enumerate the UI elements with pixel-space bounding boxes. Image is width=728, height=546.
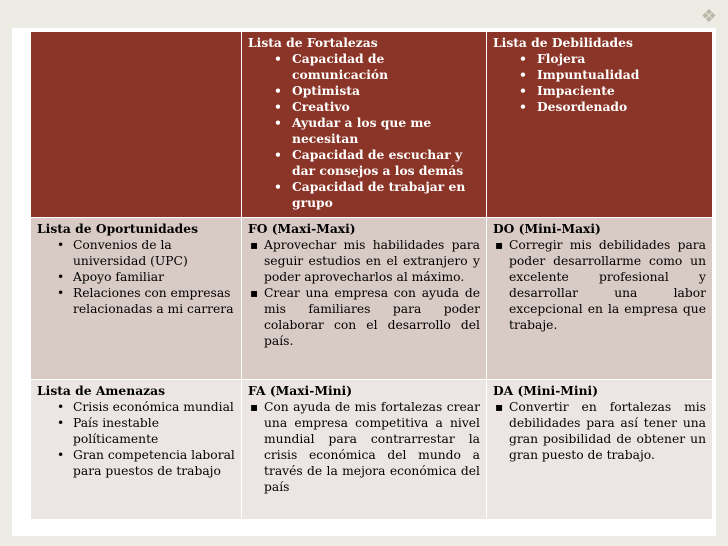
fo-cell xyxy=(242,218,487,380)
swot-table xyxy=(30,31,713,520)
da-list xyxy=(493,399,706,463)
debilidades-list xyxy=(493,51,706,115)
da-title: DA (Mini-Mini) xyxy=(493,383,599,398)
oportunidades-title: Lista de Oportunidades xyxy=(37,221,199,236)
amenazas-cell xyxy=(31,380,242,520)
fortalezas-cell xyxy=(242,32,487,218)
list-item: • Crisis económica mundial xyxy=(73,399,235,415)
fo-list xyxy=(248,237,480,349)
header-row xyxy=(31,32,713,218)
do-list xyxy=(493,237,706,333)
da-cell xyxy=(487,380,713,520)
list-item: • Ayudar a los que me necesitan xyxy=(292,115,480,147)
list-item: • Impaciente xyxy=(537,83,706,99)
list-item: • Creativo xyxy=(292,99,480,115)
oportunidades-cell xyxy=(31,218,242,380)
list-item: ▪ Aprovechar mis habilidades para seguir estudios en el extranjero y poder aprovecharlos al máximo. xyxy=(264,237,480,285)
list-item: • Gran competencia laboral para puestos de trabajo xyxy=(73,447,235,479)
do-cell xyxy=(487,218,713,380)
debilidades-cell xyxy=(487,32,713,218)
debilidades-title: Lista de Debilidades xyxy=(493,35,633,50)
amenazas-list xyxy=(37,399,235,479)
list-item: • Impuntualidad xyxy=(537,67,706,83)
empty-corner-cell xyxy=(31,32,242,218)
slide xyxy=(12,28,716,536)
fa-cell xyxy=(242,380,487,520)
fortalezas-title: Lista de Fortalezas xyxy=(248,35,378,50)
list-item: • Desordenado xyxy=(537,99,706,115)
list-item: • Relaciones con empresas relacionadas a mi carrera xyxy=(73,285,235,317)
list-item: ▪ Con ayuda de mis fortalezas crear una empresa competitiva a nivel mundial para contrarrestar la crisis económica del mundo a través de la mejora económica del país xyxy=(264,399,480,495)
list-item: • País inestable políticamente xyxy=(73,415,235,447)
do-title: DO (Mini-Maxi) xyxy=(493,221,601,236)
list-item: • Apoyo familiar xyxy=(73,269,235,285)
list-item: ▪ Convertir en fortalezas mis debilidades para así tener una gran posibilidad de obtener un gran puesto de trabajo. xyxy=(509,399,706,463)
oportunidades-row xyxy=(31,218,713,380)
fa-list xyxy=(248,399,480,495)
list-item: • Capacidad de escuchar y dar consejos a los demás xyxy=(292,147,480,179)
amenazas-row xyxy=(31,380,713,520)
list-item: • Convenios de la universidad (UPC) xyxy=(73,237,235,269)
fa-title: FA (Maxi-Mini) xyxy=(248,383,353,398)
fo-title: FO (Maxi-Maxi) xyxy=(248,221,356,236)
list-item: • Optimista xyxy=(292,83,480,99)
amenazas-title: Lista de Amenazas xyxy=(37,383,166,398)
corner-ornament-icon: ❖ xyxy=(700,6,718,27)
list-item: • Capacidad de comunicación xyxy=(292,51,480,83)
oportunidades-list xyxy=(37,237,235,317)
list-item: ▪ Crear una empresa con ayuda de mis familiares para poder colaborar con el desarrollo del país. xyxy=(264,285,480,349)
list-item: ▪ Corregir mis debilidades para poder desarrollarme como un excelente profesional y desarrollar una labor excepcional en la empresa que trabaje. xyxy=(509,237,706,333)
list-item: • Flojera xyxy=(537,51,706,67)
list-item: • Capacidad de trabajar en grupo xyxy=(292,179,480,211)
fortalezas-list xyxy=(248,51,480,211)
